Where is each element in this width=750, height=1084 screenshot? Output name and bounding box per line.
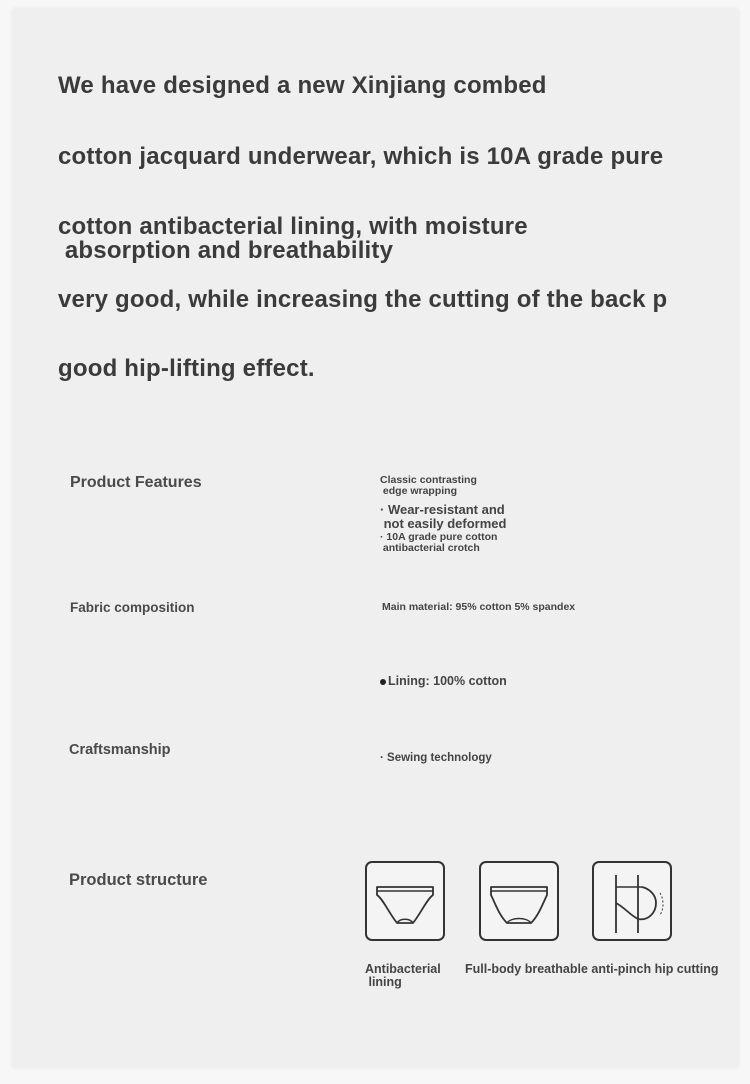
feature-text: · 10A grade pure cotton (380, 531, 498, 543)
feature-text: Classic contrasting (380, 474, 477, 486)
feature-edge-wrapping (380, 475, 477, 497)
brief-back-icon-graphic (481, 863, 557, 939)
feature-text: not easily deformed (380, 515, 507, 531)
brief-back-icon (479, 861, 559, 941)
fabric-lining-text: Lining: 100% cotton (388, 674, 507, 688)
fabric-lining (380, 675, 507, 688)
caption-anti-pinch-hip: Full-body breathable anti-pinch hip cutting (465, 962, 719, 976)
craftsmanship-label: Craftsmanship (69, 742, 171, 758)
feature-text: edge wrapping (380, 485, 458, 498)
intro-line-6: good hip-lifting effect. (58, 355, 315, 382)
fabric-main-material: Main material: 95% cotton 5% spandex (382, 601, 576, 613)
fabric-composition-label: Fabric composition (70, 600, 195, 615)
intro-line-4: absorption and breathability (58, 237, 394, 264)
brief-front-icon-graphic (367, 863, 443, 939)
craft-sewing-technology: · Sewing technology (380, 752, 492, 764)
product-features-label: Product Features (70, 474, 202, 491)
hip-side-icon-graphic (594, 863, 670, 939)
caption-antibacterial-lining (365, 963, 441, 988)
bullet-dot-icon (380, 679, 386, 685)
brief-front-icon (365, 861, 445, 941)
intro-line-1: We have designed a new Xinjiang combed (58, 72, 547, 99)
feature-antibacterial-crotch (380, 532, 497, 554)
intro-line-2: cotton jacquard underwear, which is 10A grade pure (58, 143, 664, 170)
hip-side-icon (592, 861, 672, 941)
caption-text: lining (365, 974, 402, 989)
feature-text: · Wear-resistant and (380, 502, 505, 517)
feature-text: antibacterial crotch (380, 542, 480, 555)
intro-line-5: very good, while increasing the cutting of the back p (58, 286, 668, 313)
product-structure-label: Product structure (69, 871, 208, 889)
feature-wear-resistant (380, 503, 506, 530)
intro-line-3: cotton antibacterial lining, with moisture (58, 213, 528, 240)
caption-text: Antibacterial (365, 962, 441, 976)
